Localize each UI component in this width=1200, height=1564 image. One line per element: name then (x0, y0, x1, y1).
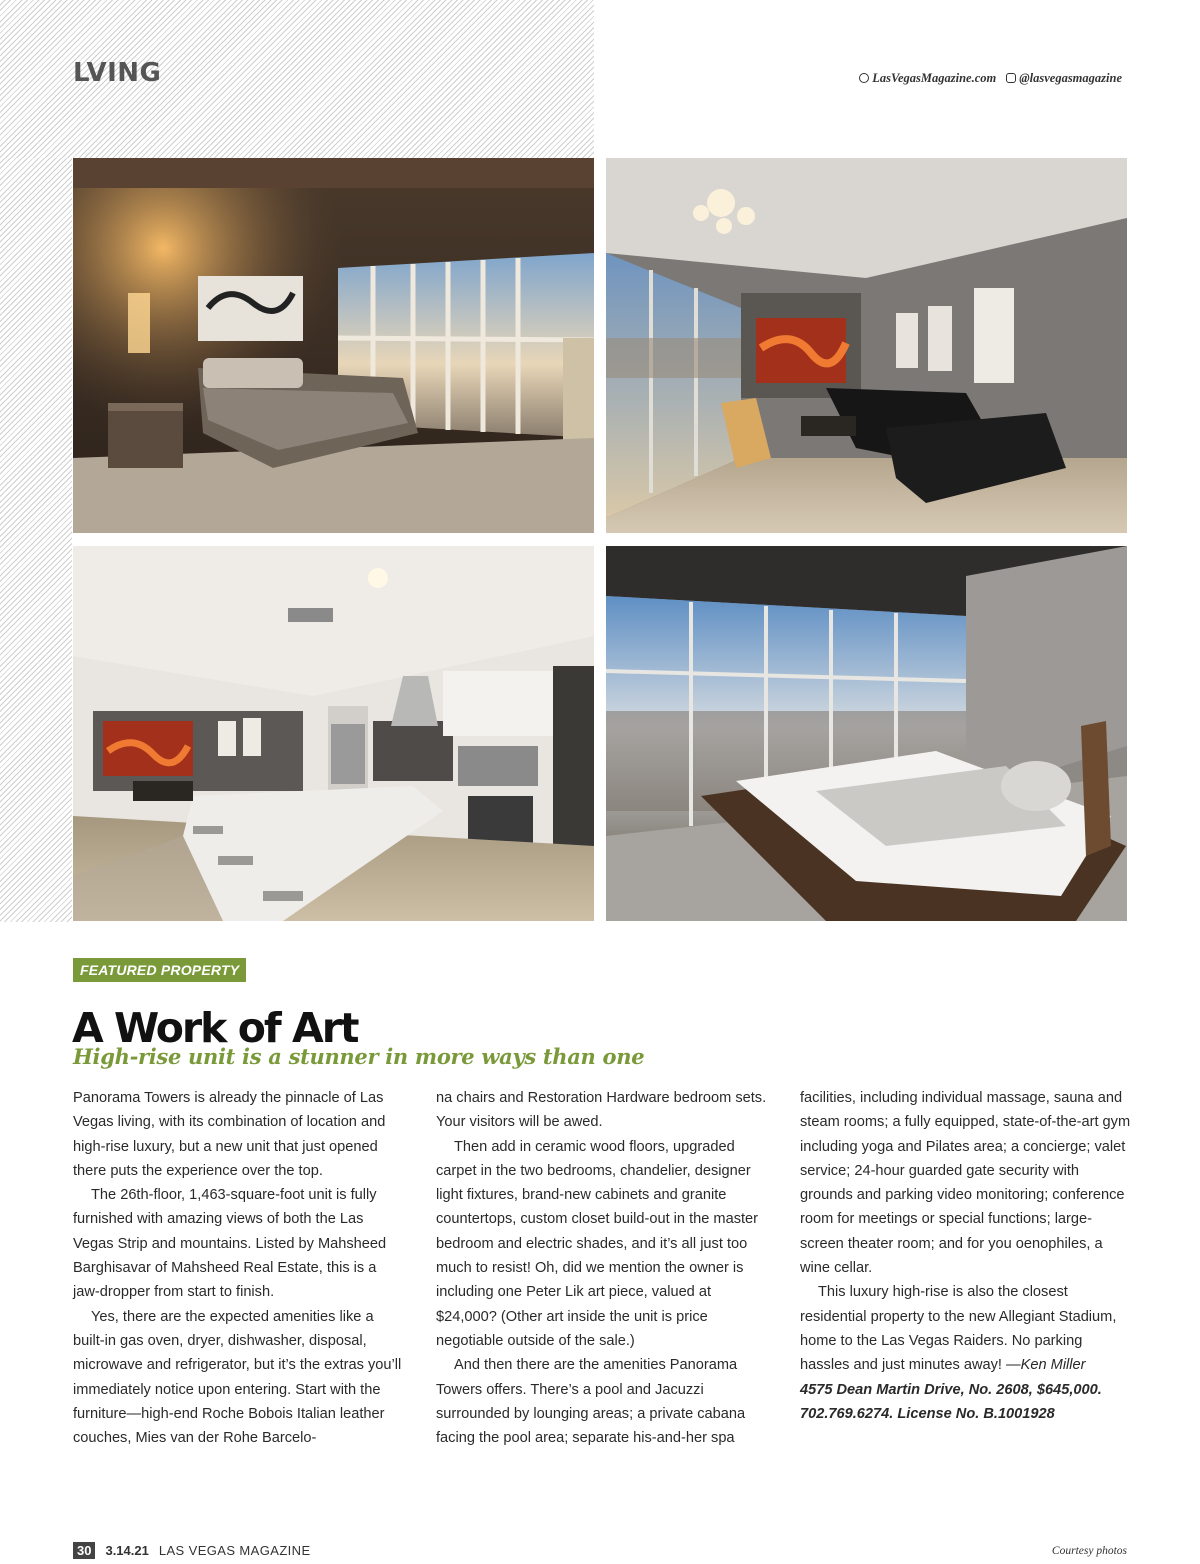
website-link[interactable] (859, 71, 996, 86)
globe-icon (859, 73, 869, 83)
issue-date: 3.14.21 (105, 1543, 149, 1558)
article-column-1 (73, 1086, 405, 1450)
photo-credit: Courtesy photos (1051, 1545, 1127, 1557)
article-subtitle: High-rise unit is a stunner in more ways than one (73, 1044, 645, 1069)
listing-details: 4575 Dean Martin Drive, No. 2608, $645,000. 702.769.6274. License No. B.1001928 (800, 1381, 1102, 1422)
article-column-2 (436, 1086, 768, 1450)
paragraph (800, 1280, 1132, 1377)
page-footer (73, 1542, 311, 1559)
instagram-link[interactable] (1006, 71, 1122, 86)
kitchen-photo (73, 546, 594, 921)
byline: —Ken Miller (1006, 1357, 1086, 1374)
website-text: LasVegasMagazine.com (872, 71, 997, 85)
paragraph: Then add in ceramic wood floors, upgraded carpet in the two bedrooms, chandelier, designer light fixtures, brand-new cabinets and granite countertops, custom closet build-out in the master bedroom and electric shades, and it’s all just too much to resist! Oh, did we mention the owner is including one Peter Lik art piece, valued at $24,000? (Other art inside the unit is price negotiable outside of the sale.) (436, 1138, 759, 1349)
master-bedroom-photo (73, 158, 594, 533)
instagram-icon (1006, 73, 1016, 83)
featured-property-badge: FEATURED PROPERTY (73, 958, 246, 982)
section-label: LVING (73, 58, 162, 88)
hatch-pattern-left (0, 158, 72, 922)
paragraph: Panorama Towers is already the pinnacle of Las Vegas living, with its combination of location and high-rise luxury, but a new unit that just opened there puts the experience over the top. (73, 1090, 386, 1179)
paragraph: The 26th-floor, 1,463-square-foot unit is fully furnished with amazing views of both the Las Vegas Strip and mountains. Listed by Mahsheed Barghisavar of Mahsheed Real Estate, this is a jaw-dropper from start to finish. (73, 1187, 387, 1301)
paragraph: facilities, including individual massage, sauna and steam rooms; a fully equipped, state-of-the-art gym including yoga and Pilates area; a concierge; valet service; 24-hour guarded gate security with grounds and parking video monitoring; conference room for meetings or special functions; large-screen theater room; and for you oenophiles, a wine cellar. (800, 1090, 1131, 1277)
paragraph: na chairs and Restoration Hardware bedroom sets. Your visitors will be awed. (436, 1090, 767, 1131)
guest-bedroom-photo (606, 546, 1127, 921)
article-title: A Work of Art (72, 1004, 358, 1052)
paragraph-text: This luxury high-rise is also the closest residential property to the new Allegiant Stadium, home to the Las Vegas Raiders. No parking hassles and just minutes away! (800, 1284, 1117, 1374)
magazine-name: LAS VEGAS MAGAZINE (158, 1543, 311, 1558)
social-links (859, 71, 1122, 86)
paragraph: And then there are the amenities Panorama Towers offers. There’s a pool and Jacuzzi surrounded by lounging areas; a private cabana facing the pool area; separate his-and-her spa (436, 1357, 746, 1447)
page-number: 30 (73, 1542, 95, 1559)
living-room-photo (606, 158, 1127, 533)
article-column-3 (800, 1086, 1132, 1426)
instagram-text: @lasvegasmagazine (1019, 71, 1122, 85)
paragraph: Yes, there are the expected amenities like a built-in gas oven, dryer, dishwasher, disposal, microwave and refrigerator, but it’s the extras you’ll immediately notice upon entering. Start with the furniture—high-end Roche Bobois Italian leather couches, Mies van der Rohe Barcelo- (73, 1308, 402, 1447)
